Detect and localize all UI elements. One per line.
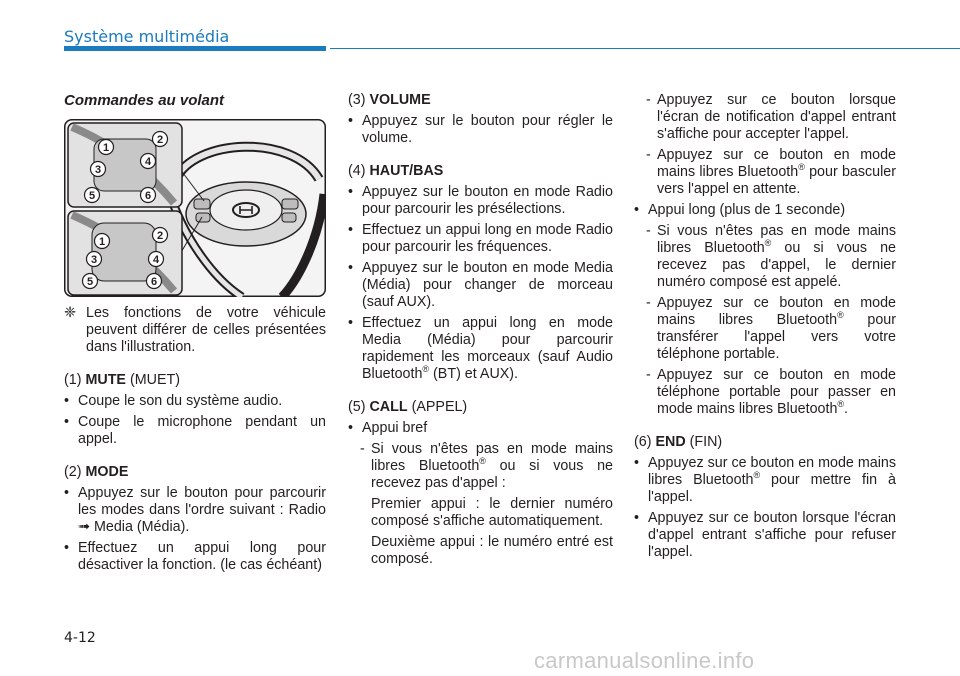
list-item: - Appuyez sur ce bouton en mode mains libres Bluetooth® pour basculer vers l'appel en attente. xyxy=(634,147,896,198)
callout-5 xyxy=(83,274,98,289)
list-item: Deuxième appui : le numéro entré est composé. xyxy=(371,534,613,567)
header-rule-thick xyxy=(64,46,326,51)
callout-4 xyxy=(141,154,156,169)
note-icon: ❈ xyxy=(64,305,76,321)
svg-text:1: 1 xyxy=(102,142,110,154)
list-item: • Appuyez sur le bouton pour parcourir les modes dans l'ordre suivant : Radio ➟ Media (Média). xyxy=(64,485,326,536)
list-item: - Si vous n'êtes pas en mode mains libres Bluetooth® ou si vous ne recevez pas d'appel, le dernier numéro composé est appelé. xyxy=(634,223,896,291)
callout-1 xyxy=(95,234,110,249)
list-item: - Si vous n'êtes pas en mode mains libres Bluetooth® ou si vous ne recevez pas d'appel : xyxy=(348,441,613,492)
svg-text:4: 4 xyxy=(144,156,152,168)
callout-2 xyxy=(153,228,168,243)
svg-text:6: 6 xyxy=(144,190,152,202)
list-item: • Effectuez un appui long en mode Media (Média) pour parcourir rapidement les morceaux (sauf Audio Bluetooth® (BT) et AUX). xyxy=(348,315,613,383)
svg-text:2: 2 xyxy=(156,230,164,242)
list-item: • Coupe le microphone pendant un appel. xyxy=(64,414,326,448)
heading-call: (5) CALL (APPEL) xyxy=(348,399,468,415)
svg-text:2: 2 xyxy=(156,134,164,146)
list-item: • Appui bref xyxy=(348,420,613,437)
list-item: • Appuyez sur le bouton en mode Radio pour parcourir les présélections. xyxy=(348,184,613,218)
callout-3 xyxy=(87,252,102,267)
watermark: carmanualsonline.info xyxy=(534,648,755,673)
header-rule-thin xyxy=(330,48,960,49)
list-item: - Appuyez sur ce bouton lorsque l'écran de notification d'appel entrant s'affiche pour accepter l'appel. xyxy=(634,92,896,143)
svg-text:1: 1 xyxy=(98,236,106,248)
heading-haut-bas: (4) HAUT/BAS xyxy=(348,163,444,179)
column-1 xyxy=(64,92,326,578)
list-item: • Appuyez sur le bouton pour régler le volume. xyxy=(348,113,613,147)
note-text: Les fonctions de votre véhicule peuvent différer de celles présentées dans l'illustration. xyxy=(86,305,326,355)
svg-text:3: 3 xyxy=(90,254,98,266)
list-item: • Coupe le son du système audio. xyxy=(64,393,326,410)
callout-5 xyxy=(85,188,100,203)
callout-2 xyxy=(153,132,168,147)
page-number: 4-12 xyxy=(64,630,96,646)
callout-6 xyxy=(147,274,162,289)
svg-text:6: 6 xyxy=(150,276,158,288)
svg-text:4: 4 xyxy=(152,254,160,266)
heading-mute: (1) MUTE (MUET) xyxy=(64,372,180,388)
list-item: - Appuyez sur ce bouton en mode téléphone portable pour passer en mode mains libres Bluetooth®. xyxy=(634,367,896,418)
page-header-title: Système multimédia xyxy=(64,27,230,46)
steering-wheel-illustration xyxy=(64,119,326,297)
illustration-note xyxy=(64,305,326,356)
callout-1 xyxy=(99,140,114,155)
heading-volume: (3) VOLUME xyxy=(348,92,431,108)
list-item: - Appuyez sur ce bouton en mode mains libres Bluetooth® pour transférer l'appel vers votre téléphone portable. xyxy=(634,295,896,363)
arrow-icon: ➟ xyxy=(78,519,90,535)
heading-mode: (2) MODE xyxy=(64,464,129,480)
list-item: • Appuyez sur ce bouton lorsque l'écran d'appel entrant s'affiche pour refuser l'appel. xyxy=(634,510,896,561)
svg-text:3: 3 xyxy=(94,164,102,176)
callout-4 xyxy=(149,252,164,267)
callout-6 xyxy=(141,188,156,203)
list-item: • Effectuez un appui long en mode Radio pour parcourir les fréquences. xyxy=(348,222,613,256)
list-item: • Effectuez un appui long pour désactiver la fonction. (le cas échéant) xyxy=(64,540,326,574)
list-item: • Appui long (plus de 1 seconde) xyxy=(634,202,896,219)
svg-text:5: 5 xyxy=(86,276,94,288)
heading-end: (6) END (FIN) xyxy=(634,434,723,450)
svg-text:5: 5 xyxy=(88,190,96,202)
list-item: Premier appui : le dernier numéro composé s'affiche automatiquement. xyxy=(371,496,613,529)
list-item: • Appuyez sur le bouton en mode Media (Média) pour changer de morceau (sauf AUX). xyxy=(348,260,613,311)
list-item: • Appuyez sur ce bouton en mode mains libres Bluetooth® pour mettre fin à l'appel. xyxy=(634,455,896,506)
section-title: Commandes au volant xyxy=(64,92,225,109)
column-3 xyxy=(634,92,896,565)
callout-3 xyxy=(91,162,106,177)
column-2 xyxy=(348,92,613,572)
